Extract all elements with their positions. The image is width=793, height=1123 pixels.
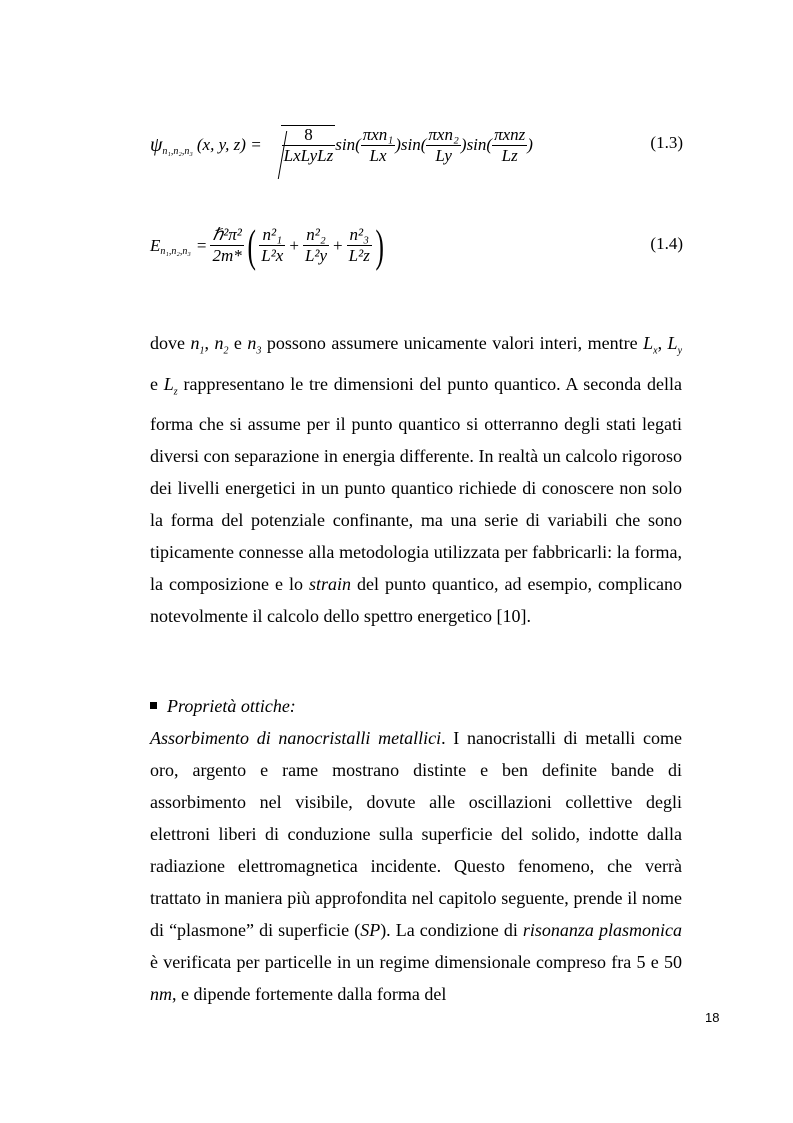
sqrt-term xyxy=(268,125,336,166)
section-heading: Proprietà ottiche: xyxy=(150,690,682,722)
paragraph-quantum-dot: dove $n_1$, $n_2$ e $n_3$ possono assumere unicamente valori interi, mentre $L_x$, $L_y$ e $L_z$ rappresentano le tre dimensioni del punto quantico. A seconda della forma che si assume per il punto quantico si otterranno degli stati legati diversi con separazione in energia differente. In realtà un calcolo rigoroso dei livelli energetici in un punto quantico richiede di conoscere non solo la forma del potenziale confinante, ma una serie di variabili che sono tipicamente connesse alla metodologia utilizzata per fabbricarli: la forma, la composizione e lo strain del punto quantico, ad esempio, complicano notevolmente il calcolo dello spettro energetico [10]. xyxy=(150,333,683,627)
bullet-icon xyxy=(150,702,157,709)
equation-1-4 xyxy=(150,218,683,273)
sin-term-3-prefix: sin( xyxy=(466,135,493,154)
sin-term-1-prefix: sin( xyxy=(335,135,361,154)
sin-term-2: $\frac{\text{πxn₂}}{Ly}$ xyxy=(428,124,459,165)
equals-sign: = xyxy=(196,235,207,255)
equation-1-3: ψ $_{n_1,n_2,n_3}$ (x, y, z) = $\frac{8}{\text{LxLyLz}}$ sin( $\frac{\text{πxn₁}}{Lx}$ ) sin( $\frac{\text{πxn₂}}{Ly}$ ) sin( $\frac{\text{πxnz}}{Lz}$ ) (1.3) xyxy=(150,124,683,165)
psi-subscript: n₁,n₂,n₃ xyxy=(162,145,193,157)
sqrt-numerator: 8 xyxy=(282,125,336,146)
energy-symbol: E xyxy=(150,235,161,255)
term-y: $\frac{\text{n²₂}}{\text{L²y}}$ xyxy=(304,225,328,265)
term-z: $\frac{\text{n²₃}}{\text{L²z}}$ xyxy=(348,225,370,265)
psi-symbol: ψ xyxy=(150,133,163,156)
psi-args: (x, y, z) = xyxy=(196,135,262,154)
plus-sign-1: + xyxy=(289,235,299,255)
term-x: $\frac{\text{n²₁}}{\text{L²x}}$ xyxy=(261,225,284,265)
sin-term-3: $\frac{\text{πxnz}}{Lz}$ xyxy=(494,124,526,165)
section-paragraph: Assorbimento di nanocristalli metallici. I nanocristalli di metalli come oro, argento e rame mostrano distinte e ben definite bande di assorbimento nel visibile, dovute alle oscillazioni collettive degli elettroni liberi di conduzione sulla superficie del solido, indotte dalla radiazione elettromagnetica incidente. Questo fenomeno, che verrà trattato in maniera più approfondita nel capitolo seguente, prende il nome di “plasmone” di superficie (SP). La condizione di risonanza plasmonica è verificata per particelle in un regime dimensionale compreso fra 5 e 50 nm, e dipende fortemente dalla forma del xyxy=(150,728,682,1004)
sqrt-denominator: LxLyLz xyxy=(283,145,334,165)
right-paren: ) xyxy=(375,219,384,271)
energy-subscript: n₁,n₂,n₃ xyxy=(160,246,191,257)
equation-number-1-4: (1.4) xyxy=(650,234,683,253)
sin-term-2-prefix: sin( xyxy=(400,135,427,154)
prefactor: $\frac{\text{ℏ²π²}}{2m*}$ xyxy=(212,225,242,265)
sin-term-1: $\frac{\text{πxn₁}}{Lx}$ xyxy=(362,124,394,165)
page-number: 18 xyxy=(705,1010,720,1025)
equation-number-1-3: (1.3) xyxy=(650,133,683,152)
plus-sign-2: + xyxy=(333,235,343,255)
left-paren: ( xyxy=(247,219,256,271)
section-optical-properties xyxy=(150,690,682,1010)
